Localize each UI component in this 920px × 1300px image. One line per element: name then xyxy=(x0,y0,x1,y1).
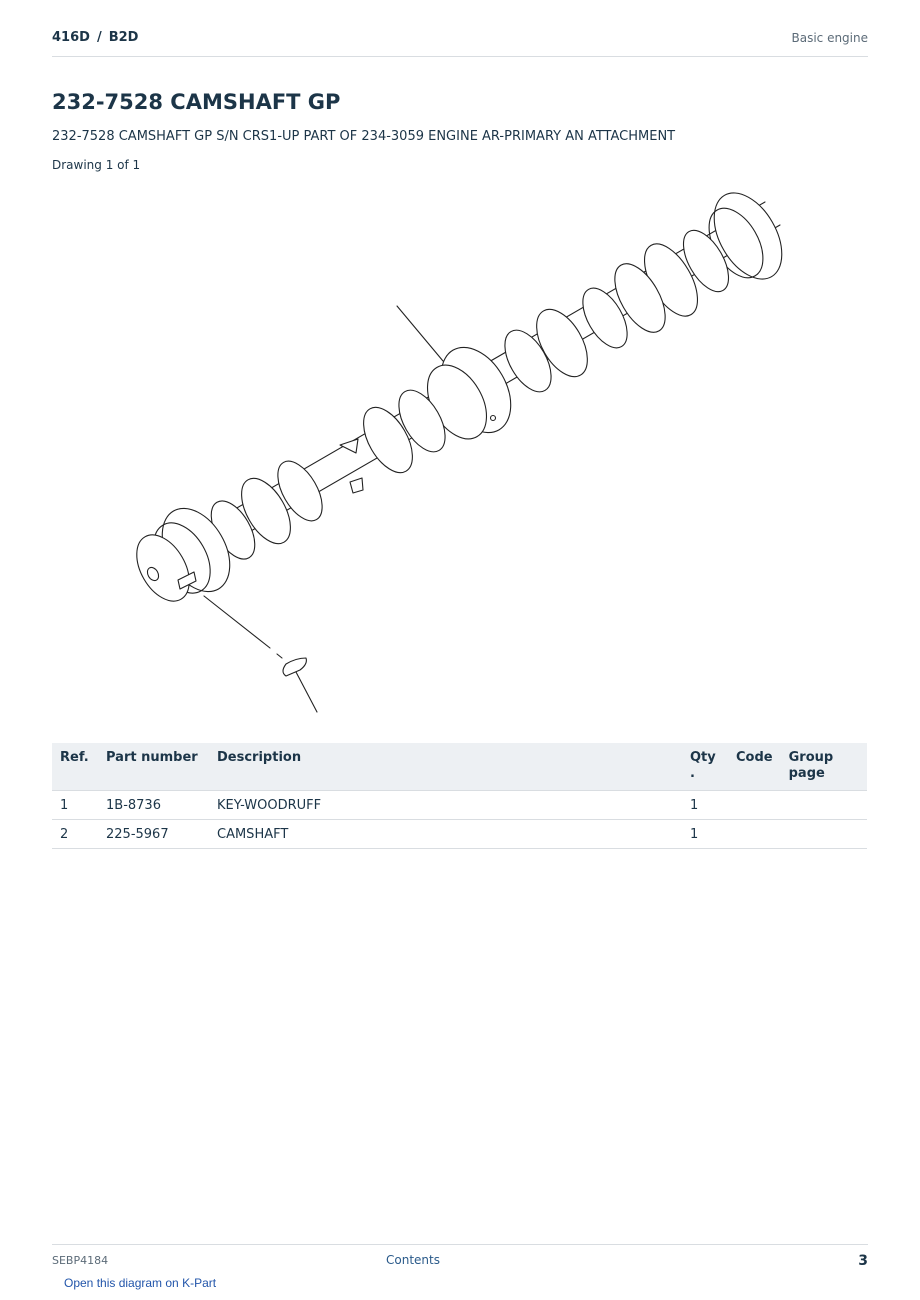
column-header-description: Description xyxy=(209,743,682,791)
column-header-ref: Ref. xyxy=(52,743,98,791)
page-header xyxy=(52,28,868,57)
breadcrumb xyxy=(52,30,138,45)
column-header-group-page: Group page xyxy=(781,743,867,791)
page-subtitle: 232-7528 CAMSHAFT GP S/N CRS1-UP PART OF 234-3059 ENGINE AR-PRIMARY AN ATTACHMENT xyxy=(52,129,676,144)
document-id: SEBP4184 xyxy=(52,1254,109,1267)
section-label: Basic engine xyxy=(791,31,868,45)
cell-ref: 2 xyxy=(52,820,98,849)
page-title: 232-7528 CAMSHAFT GP xyxy=(52,90,341,114)
breadcrumb-separator: / xyxy=(96,30,102,45)
cell-code xyxy=(728,820,781,849)
camshaft-drawing xyxy=(126,181,796,610)
parts-table xyxy=(52,743,867,849)
drawing-label: Drawing 1 of 1 xyxy=(52,158,141,172)
camshaft-diagram xyxy=(100,180,820,730)
cell-ref: 1 xyxy=(52,791,98,820)
table-row xyxy=(52,791,867,820)
cell-qty: 1 xyxy=(682,820,728,849)
contents-link[interactable]: Contents xyxy=(386,1253,440,1267)
cell-part-number: 225-5967 xyxy=(98,820,209,849)
breadcrumb-serial-prefix: B2D xyxy=(108,30,139,45)
cell-code xyxy=(728,791,781,820)
column-header-qty: Qty . xyxy=(682,743,728,791)
woodruff-key-drawing xyxy=(204,596,317,712)
breadcrumb-model: 416D xyxy=(52,30,90,45)
cell-part-number: 1B-8736 xyxy=(98,791,209,820)
table-row xyxy=(52,820,867,849)
cell-group-page xyxy=(781,791,867,820)
table-header-row xyxy=(52,743,867,791)
column-header-part-number: Part number xyxy=(98,743,209,791)
column-header-code: Code xyxy=(728,743,781,791)
cell-description: CAMSHAFT xyxy=(209,820,682,849)
cell-group-page xyxy=(781,820,867,849)
page-number: 3 xyxy=(858,1253,868,1269)
cell-qty: 1 xyxy=(682,791,728,820)
open-in-kpart-link[interactable]: Open this diagram on K-Part xyxy=(64,1276,217,1290)
cell-description: KEY-WOODRUFF xyxy=(209,791,682,820)
